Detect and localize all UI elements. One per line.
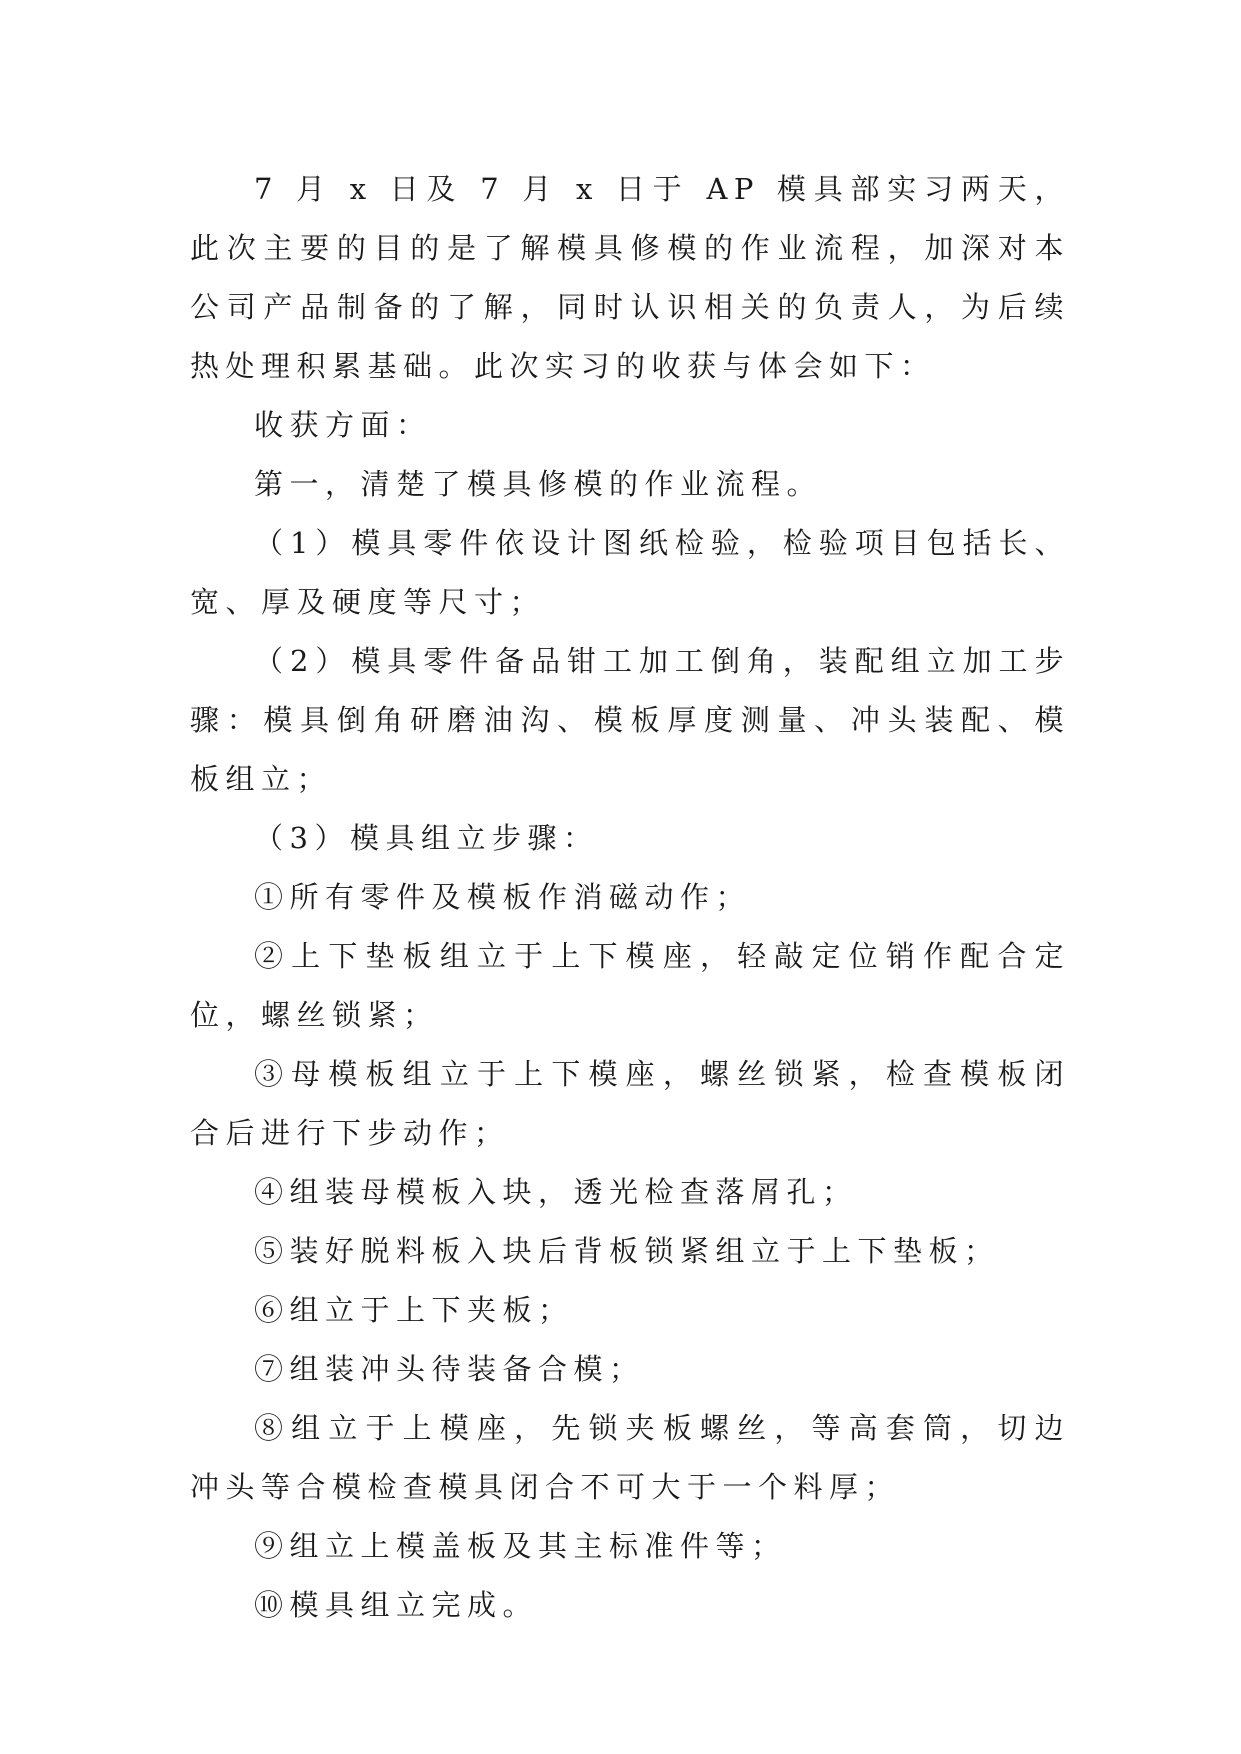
- step-3-heading: （3）模具组立步骤：: [254, 821, 599, 855]
- list-item: ①所有零件及模板作消磁动作；: [254, 880, 752, 914]
- document-body: [190, 160, 1070, 1635]
- point-one: 第一，清楚了模具修模的作业流程。: [254, 467, 823, 501]
- list-item: ③母模板组立于上下模座，螺丝锁紧，检查模板闭合后进行下步动作；: [190, 1057, 1070, 1150]
- step-2-paragraph: （2）模具零件备品钳工加工倒角，装配组立加工步骤：模具倒角研磨油沟、模板厚度测量、冲头装配、模板组立；: [190, 644, 1070, 796]
- list-item: ④组装母模板入块，透光检查落屑孔；: [254, 1175, 858, 1209]
- list-item: ⑩模具组立完成。: [254, 1588, 539, 1622]
- list-item: ⑥组立于上下夹板；: [254, 1293, 574, 1327]
- section-heading-gains: 收获方面：: [254, 408, 432, 442]
- list-item: ⑤装好脱料板入块后背板锁紧组立于上下垫板；: [254, 1234, 1000, 1268]
- list-item: ⑨组立上模盖板及其主标准件等；: [254, 1529, 787, 1563]
- list-item: ⑧组立于上模座，先锁夹板螺丝，等高套筒，切边冲头等合模检查模具闭合不可大于一个料厚；: [190, 1411, 1070, 1504]
- intro-paragraph: 7 月 x 日及 7 月 x 日于 AP 模具部实习两天，此次主要的目的是了解模具修模的作业流程，加深对本公司产品制备的了解，同时认识相关的负责人，为后续热处理积累基础。此次实习的收获与体会如下：: [190, 172, 1070, 383]
- list-item: ②上下垫板组立于上下模座，轻敲定位销作配合定位，螺丝锁紧；: [190, 939, 1070, 1032]
- list-item: ⑦组装冲头待装备合模；: [254, 1352, 645, 1386]
- step-1-paragraph: （1）模具零件依设计图纸检验，检验项目包括长、宽、厚及硬度等尺寸；: [190, 526, 1070, 619]
